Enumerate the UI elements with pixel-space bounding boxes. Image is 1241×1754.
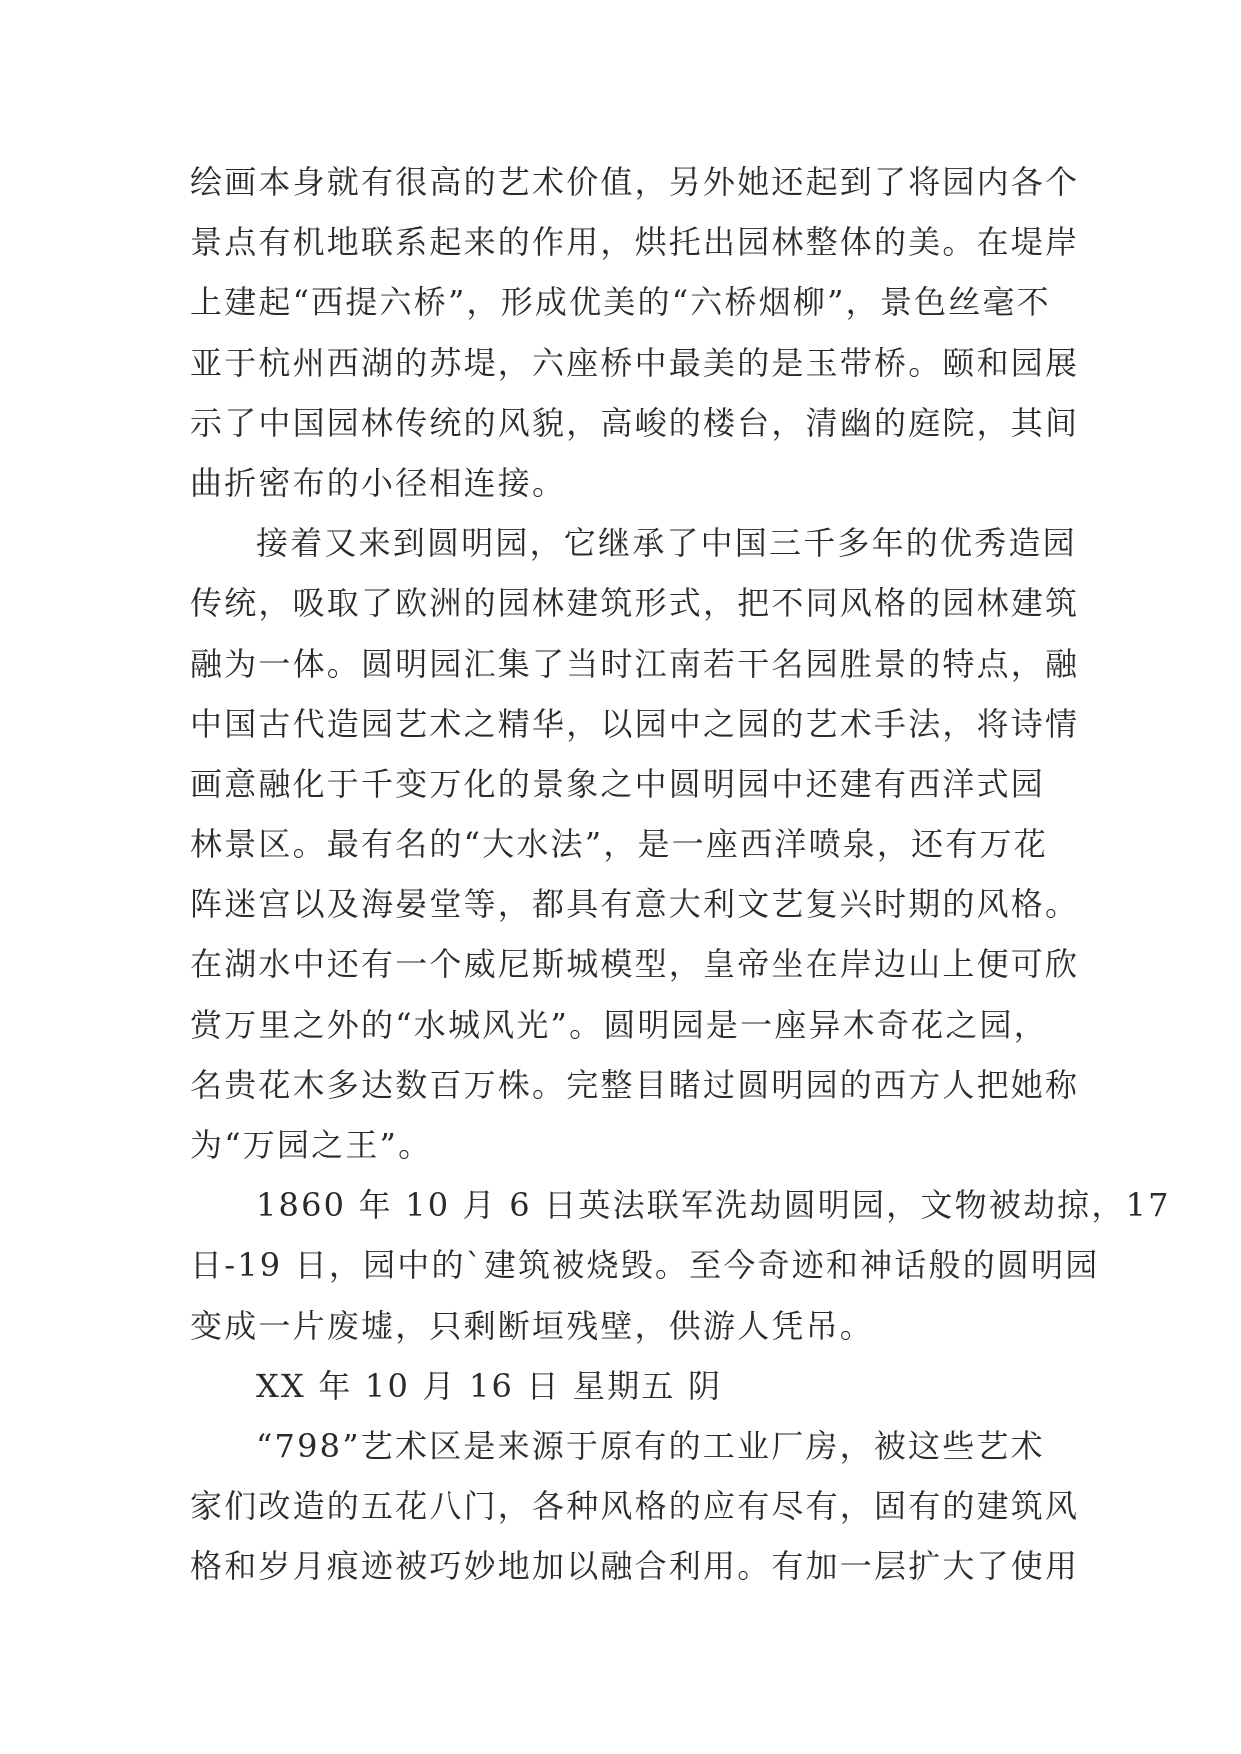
text-line: 绘画本身就有很高的艺术价值，另外她还起到了将园内各个	[190, 163, 1080, 201]
text-line: 画意融化于千变万化的景象之中圆明园中还建有西洋式园	[190, 764, 1046, 803]
text-line: 变成一片废墟，只剩断垣残壁，供游人凭吊。	[190, 1306, 875, 1345]
text-line: 融为一体。圆明园汇集了当时江南若干名园胜景的特点，融	[190, 644, 1080, 683]
text-line: 日-19 日，园中的`建筑被烧毁。至今奇迹和神话般的圆明园	[190, 1246, 1100, 1285]
text-line: 传统，吸取了欧洲的园林建筑形式，把不同风格的园林建筑	[190, 584, 1080, 623]
text-line: 林景区。最有名的“大水法”，是一座西洋喷泉，还有万花	[190, 825, 1048, 864]
text-line: 赏万里之外的“水城风光”。圆明园是一座异木奇花之园，	[190, 1005, 1048, 1044]
text-line: 为“万园之王”。	[190, 1126, 433, 1164]
text-line: 曲折密布的小径相连接。	[190, 463, 567, 502]
text-line: 上建起“西提六桥”，形成优美的“六桥烟柳”，景色丝毫不	[190, 283, 1051, 322]
document-body	[190, 152, 1171, 1597]
text-line: 在湖水中还有一个威尼斯城模型，皇帝坐在岸边山上便可欣	[190, 945, 1080, 984]
text-line: 家们改造的五花八门，各种风格的应有尽有，固有的建筑风	[190, 1487, 1080, 1526]
text-line: 格和岁月痕迹被巧妙地加以融合利用。有加一层扩大了使用	[190, 1547, 1080, 1586]
text-line: 亚于杭州西湖的苏堤，六座桥中最美的是玉带桥。颐和园展	[190, 343, 1080, 382]
text-line: 阵迷宫以及海晏堂等，都具有意大利文艺复兴时期的风格。	[190, 885, 1080, 924]
text-line: 名贵花木多达数百万株。完整目睹过圆明园的西方人把她称	[190, 1065, 1080, 1104]
text-line: 示了中国园林传统的风貌，高峻的楼台，清幽的庭院，其间	[190, 403, 1080, 442]
text-line: 接着又来到圆明园，它继承了中国三千多年的优秀造园	[256, 524, 1077, 563]
text-line: XX 年 10 月 16 日 星期五 阴	[256, 1366, 723, 1405]
text-line: 1860 年 10 月 6 日英法联军洗劫圆明园，文物被劫掠，17	[256, 1186, 1171, 1225]
text-line: 中国古代造园艺术之精华，以园中之园的艺术手法，将诗情	[190, 704, 1080, 743]
text-line: 景点有机地联系起来的作用，烘托出园林整体的美。在堤岸	[190, 223, 1080, 262]
text-line: “798”艺术区是来源于原有的工业厂房，被这些艺术	[256, 1426, 1045, 1465]
